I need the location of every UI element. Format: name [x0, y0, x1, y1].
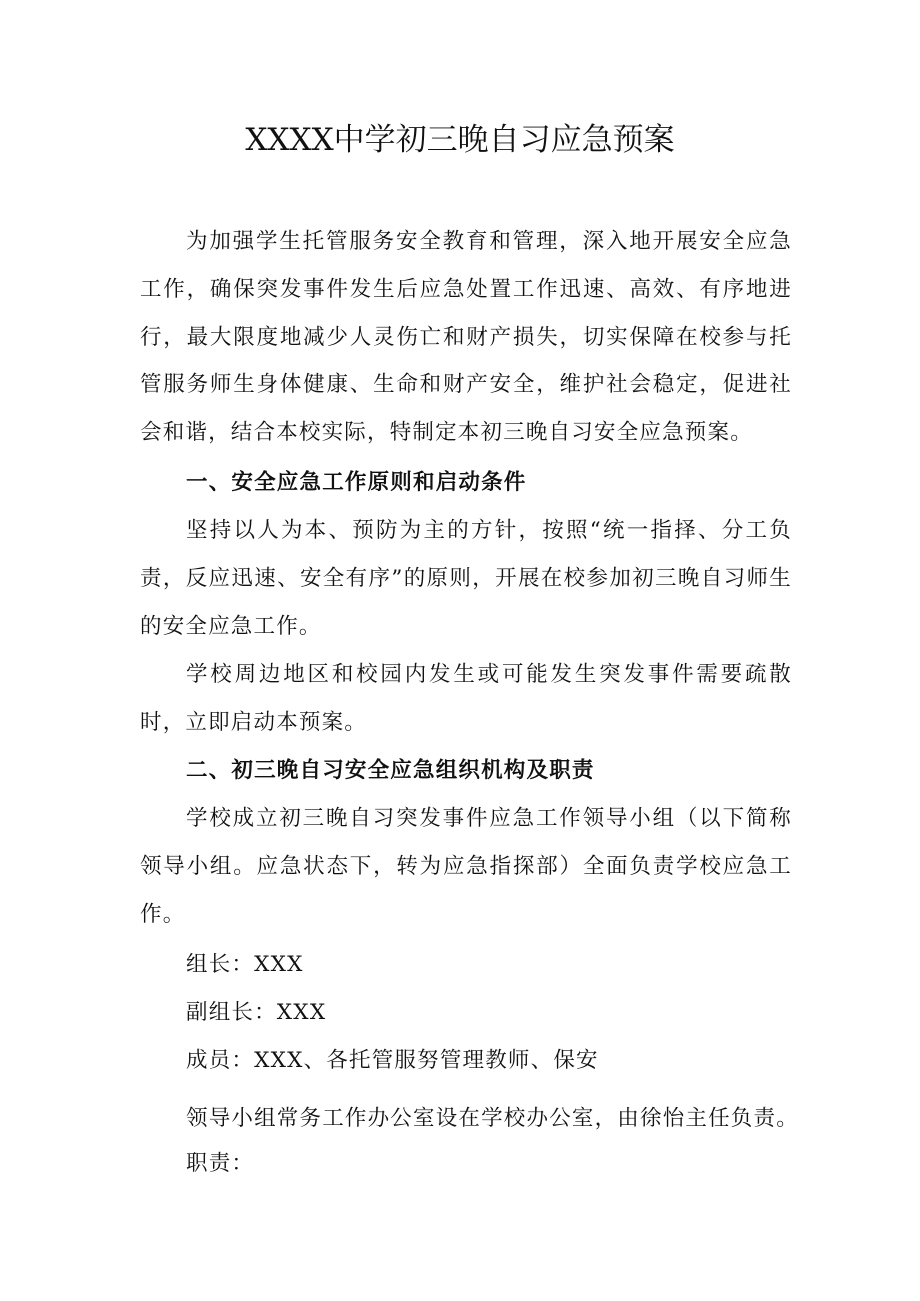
duties-label: 职责： [186, 1151, 255, 1176]
office-line: 领导小组常务工作办公室设在学校办公室，由徐怡主任负责。 [186, 1106, 799, 1131]
members-line: 成员：XXX、各托管服努管理教师、保安 [186, 1048, 599, 1073]
section-1-heading: 一、安全应急工作原则和启动条件 [186, 470, 527, 495]
intro-paragraph: 为加强学生托管服务安全教育和管理，深入地开展安全应急工作，确保突发事件发生后应急处置工作迅速、高效、有序地进行，最大限度地减少人灵伤亡和财产损失，切实保障在校参与托管服务师生身体健康、生命和财产安全，维护社会稳定，促进社会和谐，结合本校实际，特制定本初三晚自习安全应急预案。 [140, 229, 792, 446]
section-1-paragraph-trigger: 学校周边地区和校园内发生或可能发生突发事件需要疏散时，立即启动本预案。 [140, 662, 792, 735]
section-2-paragraph-group: 学校成立初三晚自习突发事件应急工作领导小组（以下简称领导小组。应急状态下，转为应急指探部）全面负责学校应急工作。 [140, 806, 792, 927]
section-1-paragraph-principle: 坚持以人为本、预防为主的方针，按照“统一指择、分工负责，反应迅速、安全有序”的原则，开展在校参加初三晚自习师生的安全应急工作。 [140, 518, 792, 639]
document-title: XXXX中学初三晚自习应急预案 [245, 122, 675, 158]
vice-leader-line: 副组长：XXX [186, 1000, 327, 1025]
group-leader-line: 组长：XXX [186, 952, 304, 977]
section-2-heading: 二、初三晚自习安全应急组织机构及职责 [186, 758, 595, 783]
